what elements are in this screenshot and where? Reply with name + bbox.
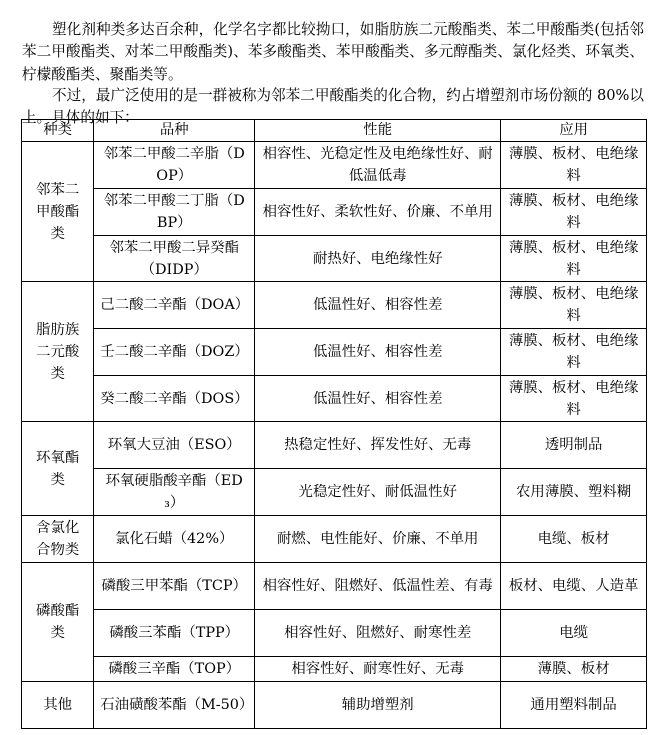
table-row [22, 282, 647, 329]
performance-cell: 热稳定性好、挥发性好、无毒 [255, 422, 501, 469]
application-cell: 板材、电缆、人造革 [501, 563, 647, 610]
header-variety: 品种 [94, 120, 255, 142]
application-cell: 薄膜、板材、电绝缘料 [501, 329, 647, 376]
table-row [22, 329, 647, 376]
category-cell: 邻苯二甲酸酯类 [22, 142, 94, 282]
variety-cell: 邻苯二甲酸二丁脂（DBP） [94, 189, 255, 236]
performance-cell: 低温性好、相容性差 [255, 376, 501, 422]
variety-cell: 环氧硬脂酸辛酯（ED₃） [94, 469, 255, 516]
application-cell: 薄膜、板材、电绝缘料 [501, 376, 647, 422]
performance-cell: 相容性、光稳定性及电绝缘性好、耐低温低毒 [255, 142, 501, 189]
table-row [22, 142, 647, 189]
performance-cell: 辅助增塑剂 [255, 682, 501, 729]
variety-cell: 壬二酸二辛酯（DOZ） [94, 329, 255, 376]
variety-cell: 磷酸三辛酯（TOP） [94, 657, 255, 682]
table-row [22, 610, 647, 657]
table-row [22, 236, 647, 282]
variety-cell: 磷酸三甲苯酯（TCP） [94, 563, 255, 610]
variety-cell: 氯化石蜡（42%） [94, 516, 255, 563]
performance-cell: 相容性好、柔软性好、价廉、不单用 [255, 189, 501, 236]
table-row [22, 563, 647, 610]
category-cell: 脂肪族二元酸类 [22, 282, 94, 422]
application-cell: 薄膜、板材、电绝缘料 [501, 142, 647, 189]
application-cell: 薄膜、板材 [501, 657, 647, 682]
intro-paragraph-2: 不过，最广泛使用的是一群被称为邻苯二甲酸酯类的化合物，约占增塑剂市场份额的 80%以上。具体的如下： [22, 86, 644, 127]
application-cell: 农用薄膜、塑料糊 [501, 469, 647, 516]
table-row [22, 376, 647, 422]
table-header-row [22, 120, 647, 142]
application-cell: 薄膜、板材、电绝缘料 [501, 189, 647, 236]
performance-cell: 相容性好、阻燃好、耐寒性差 [255, 610, 501, 657]
table-row [22, 657, 647, 682]
application-cell: 薄膜、板材、电绝缘料 [501, 282, 647, 329]
application-cell: 电缆、板材 [501, 516, 647, 563]
performance-cell: 低温性好、相容性差 [255, 282, 501, 329]
application-cell: 薄膜、板材、电绝缘料 [501, 236, 647, 282]
variety-cell: 己二酸二辛酯（DOA） [94, 282, 255, 329]
variety-cell: 邻苯二甲酸二辛脂（DOP） [94, 142, 255, 189]
performance-cell: 相容性好、阻燃好、低温性差、有毒 [255, 563, 501, 610]
performance-cell: 相容性好、耐寒性好、无毒 [255, 657, 501, 682]
application-cell: 透明制品 [501, 422, 647, 469]
category-cell: 含氯化合物类 [22, 516, 94, 563]
application-cell: 通用塑料制品 [501, 682, 647, 729]
application-cell: 电缆 [501, 610, 647, 657]
variety-cell: 石油磺酸苯酯（M-50） [94, 682, 255, 729]
performance-cell: 耐热好、电绝缘性好 [255, 236, 501, 282]
table-row [22, 189, 647, 236]
performance-cell: 光稳定性好、耐低温性好 [255, 469, 501, 516]
table-row [22, 682, 647, 729]
header-category: 种类 [22, 120, 94, 142]
table-row [22, 516, 647, 563]
variety-cell: 癸二酸二辛酯（DOS） [94, 376, 255, 422]
intro-paragraph-1: 塑化剂种类多达百余种，化学名字都比较拗口，如脂肪族二元酸酯类、苯二甲酸酯类(包括邻苯二甲酸酯类、对苯二甲酸酯类)、苯多酸酯类、苯甲酸酯类、多元醇酯类、氯化烃类、环氧类、柠檬酸酯类、聚酯类等。 [22, 20, 644, 83]
table-row [22, 422, 647, 469]
performance-cell: 低温性好、相容性差 [255, 329, 501, 376]
variety-cell: 磷酸三苯酯（TPP） [94, 610, 255, 657]
variety-cell: 邻苯二甲酸二异癸酯（DIDP） [94, 236, 255, 282]
header-performance: 性能 [255, 120, 501, 142]
table-row [22, 469, 647, 516]
category-cell: 环氧酯类 [22, 422, 94, 516]
performance-cell: 耐燃、电性能好、价廉、不单用 [255, 516, 501, 563]
category-cell: 其他 [22, 682, 94, 729]
plasticizer-table [21, 119, 647, 729]
header-application: 应用 [501, 120, 647, 142]
variety-cell: 环氧大豆油（ESO） [94, 422, 255, 469]
category-cell: 磷酸酯类 [22, 563, 94, 682]
